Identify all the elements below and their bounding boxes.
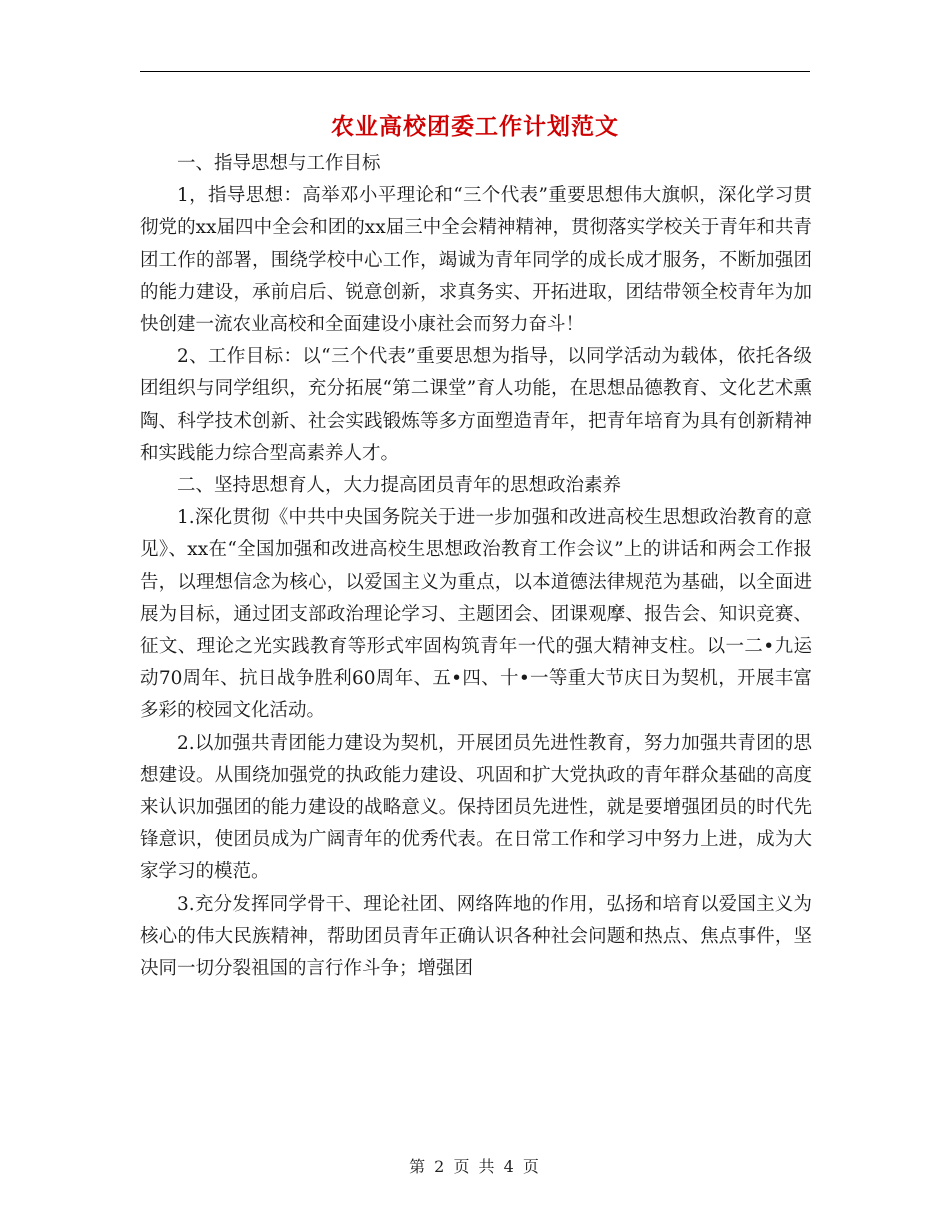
paragraph-item-2: 2.以加强共青团能力建设为契机，开展团员先进性教育，努力加强共青团的思想建设。从围绕加强党的执政能力建设、巩固和扩大党执政的青年群众基础的高度来认识加强团的能力建设的战略意义。保持团员先进性，就是要增强团员的时代先锋意识，使团员成为广阔青年的优秀代表。在日常工作和学习中努力上进，成为大家学习的模范。	[140, 732, 812, 883]
section-heading-1: 一、指导思想与工作目标	[177, 153, 381, 174]
header-rule	[140, 71, 810, 72]
paragraph-item-1: 1.深化贯彻《中共中央国务院关于进一步加强和改进高校生思想政治教育的意见》、xx在“全国加强和改进高校生思想政治教育工作会议”上的讲话和两会工作报告，以理想信念为核心，以爱国主义为重点，以本道德法律规范为基础，以全面进展为目标，通过团支部政治理论学习、主题团会、团课观摩、报告会、知识竞赛、征文、理论之光实践教育等形式牢固构筑青年一代的强大精神支柱。以一二•九运动70周年、抗日战争胜利60周年、五•四、十•一等重大节庆日为契机，开展丰富多彩的校园文化活动。	[140, 507, 812, 722]
document-title: 农业高校团委工作计划范文	[331, 113, 619, 140]
paragraph-guiding-thought: 1，指导思想：高举邓小平理论和“三个代表”重要思想伟大旗帜，深化学习贯彻党的xx届四中全会和团的xx届三中全会精神精神，贯彻落实学校关于青年和共青团工作的部署，围绕学校中心工作，竭诚为青年同学的成长成才服务，不断加强团的能力建设，承前启后、锐意创新，求真务实、开拓进取，团结带领全校青年为加快创建一流农业高校和全面建设小康社会而努力奋斗！	[140, 185, 812, 336]
section-heading-2: 二、坚持思想育人，大力提高团员青年的思想政治素养	[177, 475, 622, 497]
page-number: 第 2 页 共 4 页	[409, 1157, 541, 1176]
paragraph-work-goal: 2、工作目标：以“三个代表”重要思想为指导，以同学活动为载体，依托各级团组织与同学组织，充分拓展“第二课堂”育人功能，在思想品德教育、文化艺术熏陶、科学技术创新、社会实践锻炼等多方面塑造青年，把青年培育为具有创新精神和实践能力综合型高素养人才。	[140, 346, 812, 464]
document-body	[140, 148, 812, 985]
paragraph-item-3: 3.充分发挥同学骨干、理论社团、网络阵地的作用，弘扬和培育以爱国主义为核心的伟大民族精神，帮助团员青年正确认识各种社会问题和热点、焦点事件，坚决同一切分裂祖国的言行作斗争；增强团	[140, 893, 812, 980]
